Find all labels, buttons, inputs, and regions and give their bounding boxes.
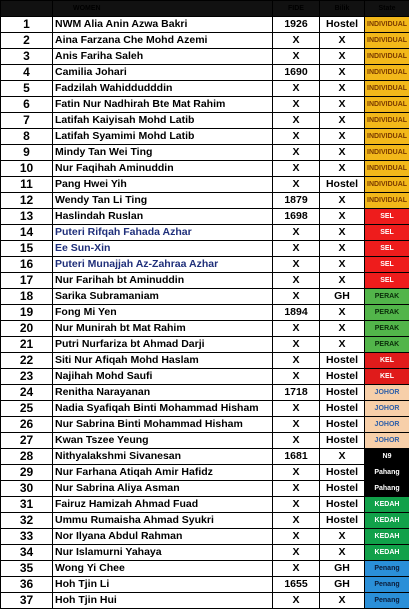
player-name: Latifah Kaiyisah Mohd Latib	[53, 113, 273, 129]
fide-rating: 1690	[273, 65, 320, 81]
player-name: Nur Farhana Atiqah Amir Hafidz	[53, 465, 273, 481]
fide-rating: X	[273, 353, 320, 369]
bilik-value: X	[320, 241, 365, 257]
row-number: 16	[1, 257, 53, 273]
player-name: Wong Yi Chee	[53, 561, 273, 577]
row-number: 2	[1, 33, 53, 49]
table-row	[1, 417, 409, 433]
table-row	[1, 17, 409, 33]
table-row	[1, 369, 409, 385]
bilik-value: X	[320, 225, 365, 241]
bilik-value: X	[320, 593, 365, 609]
row-number: 15	[1, 241, 53, 257]
state-badge: SEL	[365, 225, 409, 241]
fide-rating: X	[273, 241, 320, 257]
state-badge: PERAK	[365, 321, 409, 337]
fide-rating: X	[273, 401, 320, 417]
bilik-value: Hostel	[320, 177, 365, 193]
table-row	[1, 193, 409, 209]
table-row	[1, 593, 409, 609]
bilik-value: X	[320, 529, 365, 545]
bilik-value: Hostel	[320, 401, 365, 417]
bilik-value: X	[320, 193, 365, 209]
player-name: Aina Farzana Che Mohd Azemi	[53, 33, 273, 49]
state-badge: JOHOR	[365, 433, 409, 449]
table-row	[1, 129, 409, 145]
bilik-value: X	[320, 145, 365, 161]
player-name: Renitha Narayanan	[53, 385, 273, 401]
state-badge: PERAK	[365, 337, 409, 353]
table-row	[1, 177, 409, 193]
row-number: 20	[1, 321, 53, 337]
header-bilik: Bilik	[320, 1, 365, 17]
state-badge: INDIVIDUAL	[365, 49, 409, 65]
fide-rating: X	[273, 177, 320, 193]
fide-rating: X	[273, 289, 320, 305]
player-name: Siti Nur Afiqah Mohd Haslam	[53, 353, 273, 369]
table-row	[1, 81, 409, 97]
player-name: Nithyalakshmi Sivanesan	[53, 449, 273, 465]
fide-rating: X	[273, 513, 320, 529]
state-badge: PERAK	[365, 289, 409, 305]
player-name: Putri Nurfariza bt Ahmad Darji	[53, 337, 273, 353]
row-number: 5	[1, 81, 53, 97]
state-badge: INDIVIDUAL	[365, 97, 409, 113]
fide-rating: 1718	[273, 385, 320, 401]
player-name: NWM Alia Anin Azwa Bakri	[53, 17, 273, 33]
table-row	[1, 145, 409, 161]
player-name: Fong Mi Yen	[53, 305, 273, 321]
bilik-value: GH	[320, 577, 365, 593]
header-state: State	[365, 1, 409, 17]
row-number: 37	[1, 593, 53, 609]
state-badge: INDIVIDUAL	[365, 177, 409, 193]
row-number: 17	[1, 273, 53, 289]
state-badge: INDIVIDUAL	[365, 193, 409, 209]
player-name: Wendy Tan Li Ting	[53, 193, 273, 209]
table-row	[1, 497, 409, 513]
fide-rating: X	[273, 529, 320, 545]
bilik-value: Hostel	[320, 433, 365, 449]
table-row	[1, 33, 409, 49]
table-row	[1, 529, 409, 545]
player-name: Puteri Munajjah Az-Zahraa Azhar	[53, 257, 273, 273]
table-row	[1, 545, 409, 561]
row-number: 14	[1, 225, 53, 241]
table-row	[1, 289, 409, 305]
fide-rating: X	[273, 321, 320, 337]
row-number: 3	[1, 49, 53, 65]
fide-rating: 1879	[273, 193, 320, 209]
fide-rating: X	[273, 33, 320, 49]
row-number: 1	[1, 17, 53, 33]
header-row	[1, 1, 409, 17]
bilik-value: X	[320, 161, 365, 177]
state-badge: JOHOR	[365, 417, 409, 433]
row-number: 23	[1, 369, 53, 385]
table-row	[1, 49, 409, 65]
fide-rating: 1655	[273, 577, 320, 593]
state-badge: INDIVIDUAL	[365, 161, 409, 177]
fide-rating: 1926	[273, 17, 320, 33]
table-row	[1, 305, 409, 321]
player-name: Nur Sabrina Binti Mohammad Hisham	[53, 417, 273, 433]
state-badge: Pahang	[365, 465, 409, 481]
state-badge: KEDAH	[365, 497, 409, 513]
bilik-value: X	[320, 545, 365, 561]
row-number: 6	[1, 97, 53, 113]
fide-rating: X	[273, 465, 320, 481]
bilik-value: Hostel	[320, 481, 365, 497]
fide-rating: X	[273, 161, 320, 177]
state-badge: KEDAH	[365, 545, 409, 561]
player-name: Nur Munirah bt Mat Rahim	[53, 321, 273, 337]
row-number: 35	[1, 561, 53, 577]
state-badge: PERAK	[365, 305, 409, 321]
state-badge: SEL	[365, 273, 409, 289]
row-number: 32	[1, 513, 53, 529]
state-badge: N9	[365, 449, 409, 465]
fide-rating: X	[273, 257, 320, 273]
table-row	[1, 113, 409, 129]
table-row	[1, 209, 409, 225]
table-row	[1, 433, 409, 449]
bilik-value: X	[320, 273, 365, 289]
bilik-value: X	[320, 209, 365, 225]
fide-rating: X	[273, 337, 320, 353]
fide-rating: X	[273, 497, 320, 513]
player-name: Mindy Tan Wei Ting	[53, 145, 273, 161]
fide-rating: X	[273, 545, 320, 561]
table-row	[1, 353, 409, 369]
table-row	[1, 337, 409, 353]
fide-rating: X	[273, 481, 320, 497]
row-number: 21	[1, 337, 53, 353]
table-row	[1, 241, 409, 257]
bilik-value: Hostel	[320, 497, 365, 513]
table-row	[1, 481, 409, 497]
fide-rating: X	[273, 433, 320, 449]
table-row	[1, 465, 409, 481]
player-name: Nadia Syafiqah Binti Mohammad Hisham	[53, 401, 273, 417]
fide-rating: X	[273, 81, 320, 97]
bilik-value: Hostel	[320, 353, 365, 369]
row-number: 28	[1, 449, 53, 465]
player-name: Ee Sun-Xin	[53, 241, 273, 257]
fide-rating: X	[273, 145, 320, 161]
state-badge: INDIVIDUAL	[365, 33, 409, 49]
bilik-value: Hostel	[320, 513, 365, 529]
row-number: 25	[1, 401, 53, 417]
state-badge: Penang	[365, 561, 409, 577]
state-badge: KEDAH	[365, 529, 409, 545]
state-badge: Penang	[365, 577, 409, 593]
table-row	[1, 449, 409, 465]
fide-rating: X	[273, 593, 320, 609]
state-badge: INDIVIDUAL	[365, 81, 409, 97]
player-name: Fatin Nur Nadhirah Bte Mat Rahim	[53, 97, 273, 113]
fide-rating: 1894	[273, 305, 320, 321]
fide-rating: X	[273, 225, 320, 241]
row-number: 18	[1, 289, 53, 305]
bilik-value: X	[320, 97, 365, 113]
bilik-value: Hostel	[320, 417, 365, 433]
fide-rating: X	[273, 49, 320, 65]
table-body	[1, 17, 409, 609]
player-name: Latifah Syamimi Mohd Latib	[53, 129, 273, 145]
player-name: Nur Faqihah Aminuddin	[53, 161, 273, 177]
fide-rating: X	[273, 273, 320, 289]
header-women: WOMEN	[53, 1, 273, 17]
table-row	[1, 561, 409, 577]
row-number: 34	[1, 545, 53, 561]
row-number: 24	[1, 385, 53, 401]
player-name: Nur Farihah bt Aminuddin	[53, 273, 273, 289]
row-number: 11	[1, 177, 53, 193]
row-number: 19	[1, 305, 53, 321]
state-badge: INDIVIDUAL	[365, 129, 409, 145]
row-number: 12	[1, 193, 53, 209]
row-number: 10	[1, 161, 53, 177]
row-number: 9	[1, 145, 53, 161]
fide-rating: X	[273, 417, 320, 433]
player-name: Puteri Rifqah Fahada Azhar	[53, 225, 273, 241]
bilik-value: X	[320, 321, 365, 337]
table-row	[1, 225, 409, 241]
row-number: 7	[1, 113, 53, 129]
row-number: 22	[1, 353, 53, 369]
bilik-value: X	[320, 33, 365, 49]
state-badge: SEL	[365, 257, 409, 273]
row-number: 27	[1, 433, 53, 449]
row-number: 26	[1, 417, 53, 433]
player-name: Camilia Johari	[53, 65, 273, 81]
table-row	[1, 273, 409, 289]
state-badge: JOHOR	[365, 385, 409, 401]
fide-rating: 1698	[273, 209, 320, 225]
player-name: Ummu Rumaisha Ahmad Syukri	[53, 513, 273, 529]
bilik-value: Hostel	[320, 17, 365, 33]
player-name: Fadzilah Wahiddudddin	[53, 81, 273, 97]
bilik-value: X	[320, 49, 365, 65]
bilik-value: Hostel	[320, 385, 365, 401]
player-name: Anis Fariha Saleh	[53, 49, 273, 65]
row-number: 33	[1, 529, 53, 545]
player-name: Nor Ilyana Abdul Rahman	[53, 529, 273, 545]
state-badge: INDIVIDUAL	[365, 113, 409, 129]
player-name: Kwan Tszee Yeung	[53, 433, 273, 449]
bilik-value: X	[320, 449, 365, 465]
bilik-value: X	[320, 337, 365, 353]
fide-rating: X	[273, 561, 320, 577]
fide-rating: X	[273, 129, 320, 145]
table-row	[1, 257, 409, 273]
state-badge: INDIVIDUAL	[365, 65, 409, 81]
row-number: 29	[1, 465, 53, 481]
state-badge: Pahang	[365, 481, 409, 497]
row-number: 13	[1, 209, 53, 225]
bilik-value: X	[320, 257, 365, 273]
header-number	[1, 1, 53, 17]
player-name: Hoh Tjin Hui	[53, 593, 273, 609]
fide-rating: X	[273, 113, 320, 129]
fide-rating: X	[273, 97, 320, 113]
row-number: 4	[1, 65, 53, 81]
player-name: Haslindah Ruslan	[53, 209, 273, 225]
row-number: 31	[1, 497, 53, 513]
state-badge: KEL	[365, 369, 409, 385]
table-row	[1, 577, 409, 593]
row-number: 30	[1, 481, 53, 497]
state-badge: SEL	[365, 241, 409, 257]
bilik-value: Hostel	[320, 369, 365, 385]
state-badge: JOHOR	[365, 401, 409, 417]
state-badge: KEDAH	[365, 513, 409, 529]
row-number: 36	[1, 577, 53, 593]
table-row	[1, 161, 409, 177]
table-row	[1, 401, 409, 417]
state-badge: SEL	[365, 209, 409, 225]
player-name: Hoh Tjin Li	[53, 577, 273, 593]
state-badge: Penang	[365, 593, 409, 609]
player-name: Sarika Subramaniam	[53, 289, 273, 305]
bilik-value: X	[320, 113, 365, 129]
row-number: 8	[1, 129, 53, 145]
state-badge: KEL	[365, 353, 409, 369]
bilik-value: GH	[320, 289, 365, 305]
bilik-value: X	[320, 81, 365, 97]
player-name: Fairuz Hamizah Ahmad Fuad	[53, 497, 273, 513]
state-badge: INDIVIDUAL	[365, 145, 409, 161]
fide-rating: 1681	[273, 449, 320, 465]
player-name: Nur Sabrina Aliya Asman	[53, 481, 273, 497]
state-badge: INDIVIDUAL	[365, 17, 409, 33]
bilik-value: X	[320, 65, 365, 81]
table-row	[1, 513, 409, 529]
player-name: Nur Islamurni Yahaya	[53, 545, 273, 561]
table-row	[1, 321, 409, 337]
fide-rating: X	[273, 369, 320, 385]
table-row	[1, 97, 409, 113]
bilik-value: Hostel	[320, 465, 365, 481]
table-row	[1, 65, 409, 81]
player-name: Pang Hwei Yih	[53, 177, 273, 193]
player-name: Najihah Mohd Saufi	[53, 369, 273, 385]
header-fide: FIDE	[273, 1, 320, 17]
bilik-value: GH	[320, 561, 365, 577]
bilik-value: X	[320, 305, 365, 321]
bilik-value: X	[320, 129, 365, 145]
table-row	[1, 385, 409, 401]
